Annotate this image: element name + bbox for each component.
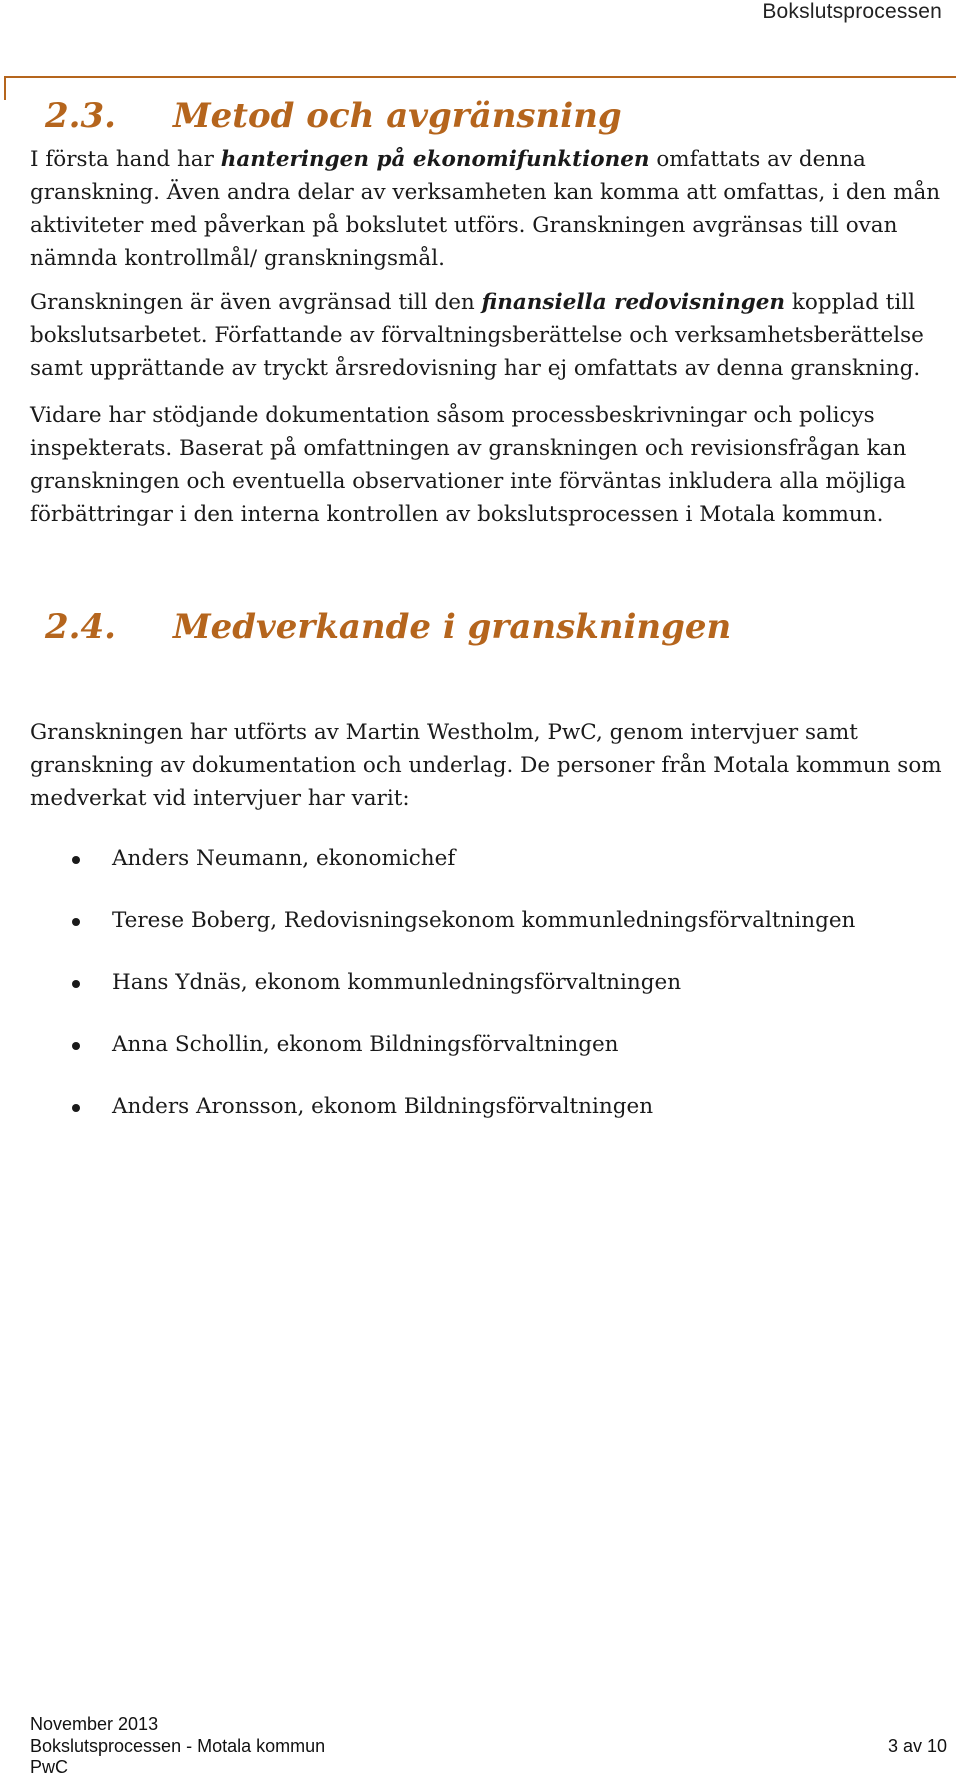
emphasis: finansiella redovisningen [481,290,786,315]
footer-date: November 2013 [30,1714,159,1734]
participant-name: Anna Schollin, ekonom Bildningsförvaltningen [112,1032,619,1057]
section-title: Metod och avgränsning [173,96,622,136]
participant-name: Terese Boberg, Redovisningsekonom kommunledningsförvaltningen [112,908,856,933]
paragraph-scope [30,143,942,275]
participant-name: Anders Neumann, ekonomichef [112,846,456,871]
section-number: 2.4. [45,607,116,647]
list-item [70,904,855,966]
bullet-icon [72,1042,80,1050]
list-item [70,842,855,904]
section-heading-2-3 [45,96,622,136]
footer-document-title: Bokslutsprocessen - Motala kommun [30,1736,326,1756]
running-header: Bokslutsprocessen [762,0,942,23]
list-item [70,1028,855,1090]
participants-list [70,842,855,1152]
paragraph-participants-intro: Granskningen har utförts av Martin Westholm, PwC, genom intervjuer samt granskning av dokumentation och underlag. De personer från Motala kommun som medverkat vid intervjuer har varit: [30,720,942,811]
text-run: omfattats av denna granskning. Även andra delar av verksamheten kan komma att omfattas, i den mån aktiviteter med påverkan på bokslutet utförs. Granskningen avgränsas till ovan nämnda kontrollmål/ granskningsmål. [30,147,941,271]
bullet-icon [72,1104,80,1112]
participant-name: Hans Ydnäs, ekonom kommunledningsförvaltningen [112,970,682,995]
section-number: 2.3. [45,96,116,136]
bullet-icon [72,980,80,988]
section-heading-2-4 [45,607,731,647]
page-number: 3 av 10 [887,1736,947,1756]
list-item [70,966,855,1028]
section-title: Medverkande i granskningen [173,607,732,647]
text-run: kopplad till bokslutsarbetet. Författande av förvaltningsberättelse och verksamhetsberättelse samt upprättande av tryckt årsredovisning har ej omfattats av denna granskning. [30,290,924,381]
emphasis: hanteringen på ekonomifunktionen [220,147,650,172]
paragraph-documentation: Vidare har stödjande dokumentation såsom processbeskrivningar och policys inspekterats. Baserat på omfattningen av granskningen och revisionsfrågan kan granskningen och eventuella observationer inte förväntas inkludera alla möjliga förbättringar i den interna kontrollen av bokslutsprocessen i Motala kommun. [30,403,907,527]
list-item [70,1090,855,1152]
bullet-icon [72,856,80,864]
text-run: Granskningen är även avgränsad till den [30,290,482,315]
participant-name: Anders Aronsson, ekonom Bildningsförvaltningen [112,1094,654,1119]
paragraph-limitation [30,286,955,385]
text-run: I första hand har [30,147,221,172]
footer-company: PwC [30,1757,69,1777]
bullet-icon [72,918,80,926]
